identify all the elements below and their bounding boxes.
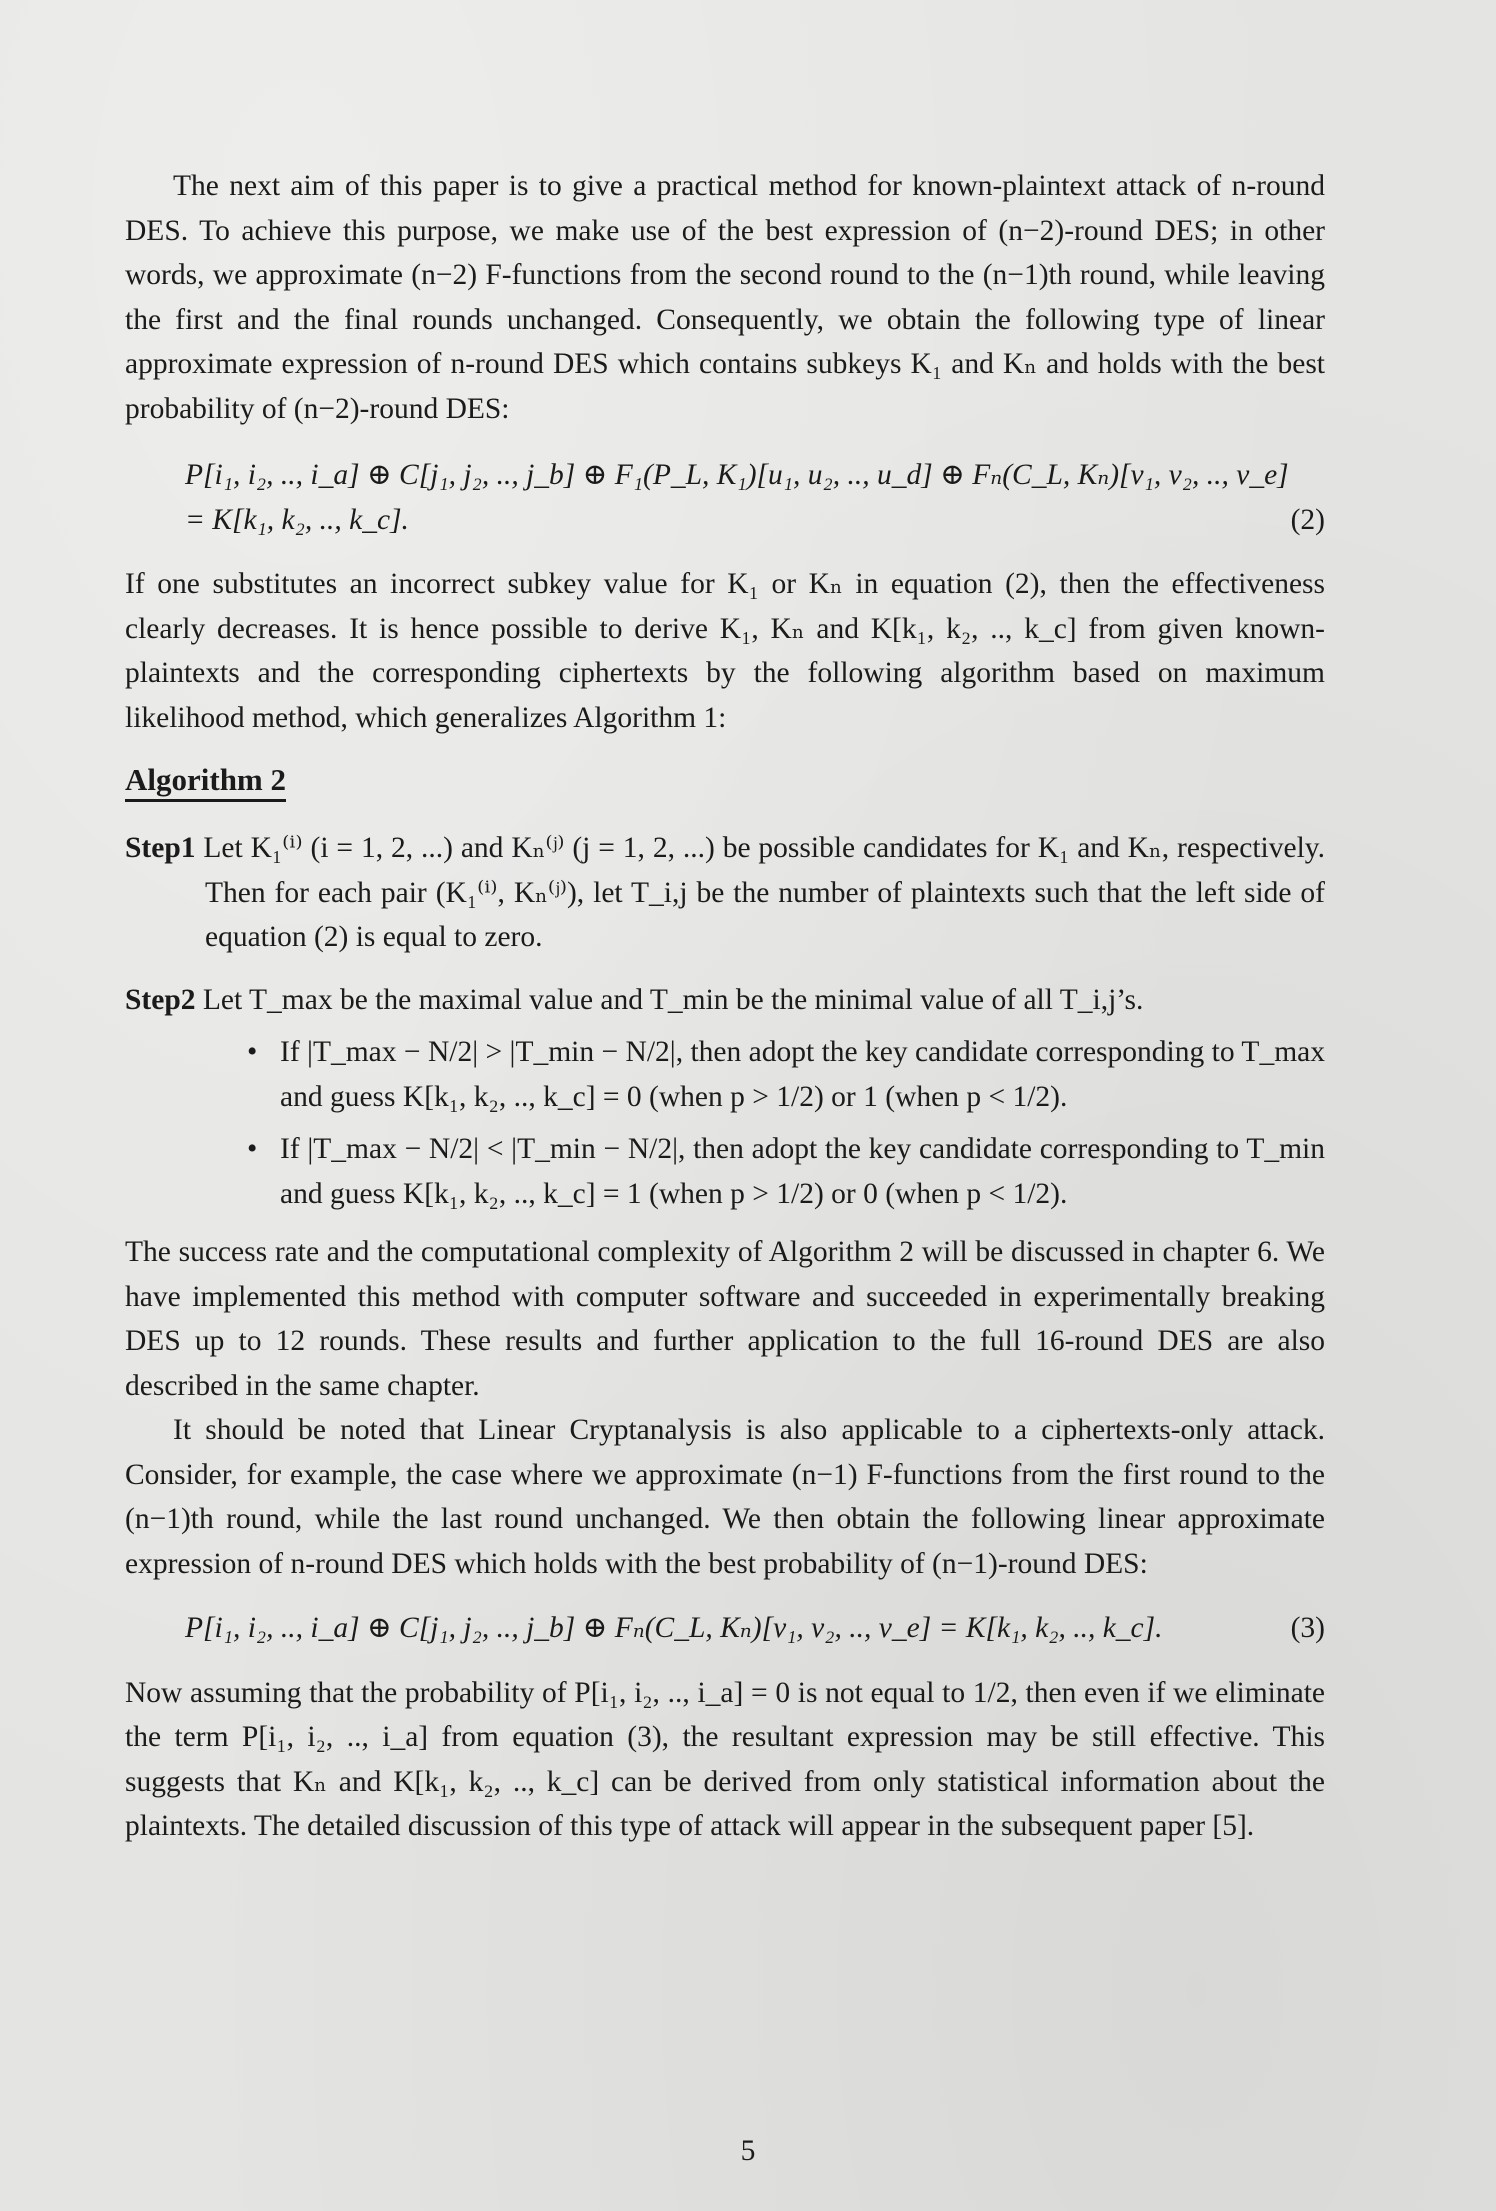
- algorithm-block: [125, 762, 1325, 1216]
- equation-3-number: (3): [1290, 1612, 1325, 1644]
- bullet-text: If |T_max − N/2| < |T_min − N/2|, then adopt the key candidate corresponding to T_min and guess K[k₁, k₂, .., k_c] = 1 (when p > 1/2) or 0 (when p < 1/2).: [280, 1133, 1325, 1210]
- equation-2-number: (2): [1290, 503, 1325, 536]
- equation-3: [125, 1606, 1325, 1651]
- equation-2: [125, 453, 1325, 542]
- paragraph-closing: Now assuming that the probability of P[i₁, i₂, .., i_a] = 0 is not equal to 1/2, then even if we eliminate the term P[i₁, i₂, .., i_a] from equation (3), the resultant expression may be still effective. This suggests that Kₙ and K[k₁, k₂, .., k_c] can be derived from only statistical information about the plaintexts. The detailed discussion of this type of attack will appear in the subsequent paper [5].: [125, 1676, 1325, 1842]
- paragraph-after-eq2: If one substitutes an incorrect subkey value for K₁ or Kₙ in equation (2), then the effectiveness clearly decreases. It is hence possible to derive K₁, Kₙ and K[k₁, k₂, .., k_c] from given known-plaintexts and the corresponding ciphertexts by the following algorithm based on maximum likelihood method, which generalizes Algorithm 1:: [125, 568, 1325, 734]
- step-2-bullet: [247, 1030, 1325, 1119]
- equation-3-body: P[i₁, i₂, .., i_a] ⊕ C[j₁, j₂, .., j_b] ⊕ Fₙ(C_L, Kₙ)[v₁, v₂, .., v_e] = K[k₁, k₂, .., k_c].: [185, 1612, 1163, 1644]
- paragraph-success: The success rate and the computational complexity of Algorithm 2 will be discussed in chapter 6. We have implemented this method with computer software and succeeded in experimentally breaking DES up to 12 rounds. These results and further application to the full 16-round DES are also described in the same chapter.: [125, 1236, 1325, 1402]
- equation-2-rhs: = K[k₁, k₂, .., k_c].: [185, 503, 409, 536]
- paragraph-intro: The next aim of this paper is to give a practical method for known-plaintext attack of n-round DES. To achieve this purpose, we make use of the best expression of (n−2)-round DES; in other words, we approximate (n−2) F-functions from the second round to the (n−1)th round, while leaving the first and the final rounds unchanged. Consequently, we obtain the following type of linear approximate expression of n-round DES which contains subkeys K₁ and Kₙ and holds with the best probability of (n−2)-round DES:: [125, 170, 1325, 425]
- page-body: [125, 160, 1325, 1849]
- algorithm-step-1: [125, 826, 1325, 960]
- algorithm-step-2: [125, 978, 1325, 1023]
- step-1-label: Step1: [125, 832, 196, 864]
- step-2-bullet: [247, 1127, 1325, 1216]
- page-number: 5: [740, 2135, 756, 2167]
- step-2-label: Step2: [125, 983, 196, 1016]
- bullet-text: If |T_max − N/2| > |T_min − N/2|, then adopt the key candidate corresponding to T_max and guess K[k₁, k₂, .., k_c] = 0 (when p > 1/2) or 1 (when p < 1/2).: [280, 1036, 1325, 1113]
- bullet-icon: •: [247, 1036, 258, 1068]
- step-2-text: Let T_max be the maximal value and T_min be the minimal value of all T_i,j’s.: [202, 983, 1144, 1016]
- step-1-text: Let K₁⁽ⁱ⁾ (i = 1, 2, ...) and Kₙ⁽ʲ⁾ (j = 1, 2, ...) be possible candidates for K₁ and Kₙ, respectively. Then for each pair (K₁⁽ⁱ⁾, Kₙ⁽ʲ⁾), let T_i,j be the number of plaintexts such that the left side of equation (2) is equal to zero.: [203, 832, 1325, 953]
- equation-2-line-1: P[i₁, i₂, .., i_a] ⊕ C[j₁, j₂, .., j_b] ⊕ F₁(P_L, K₁)[u₁, u₂, .., u_d] ⊕ Fₙ(C_L, Kₙ)[v₁, v₂, .., v_e]: [185, 459, 1289, 491]
- equation-2-line-2: [185, 498, 1325, 543]
- step-2-bullet-list: [125, 1030, 1325, 1216]
- paragraph-ciphertext-only: It should be noted that Linear Cryptanalysis is also applicable to a ciphertexts-only attack. Consider, for example, the case where we approximate (n−1) F-functions from the first round to the (n−1)th round, while the last round unchanged. We then obtain the following linear approximate expression of n-round DES which holds with the best probability of (n−1)-round DES:: [125, 1414, 1325, 1580]
- bullet-icon: •: [247, 1133, 258, 1165]
- algorithm-heading: Algorithm 2: [125, 762, 286, 802]
